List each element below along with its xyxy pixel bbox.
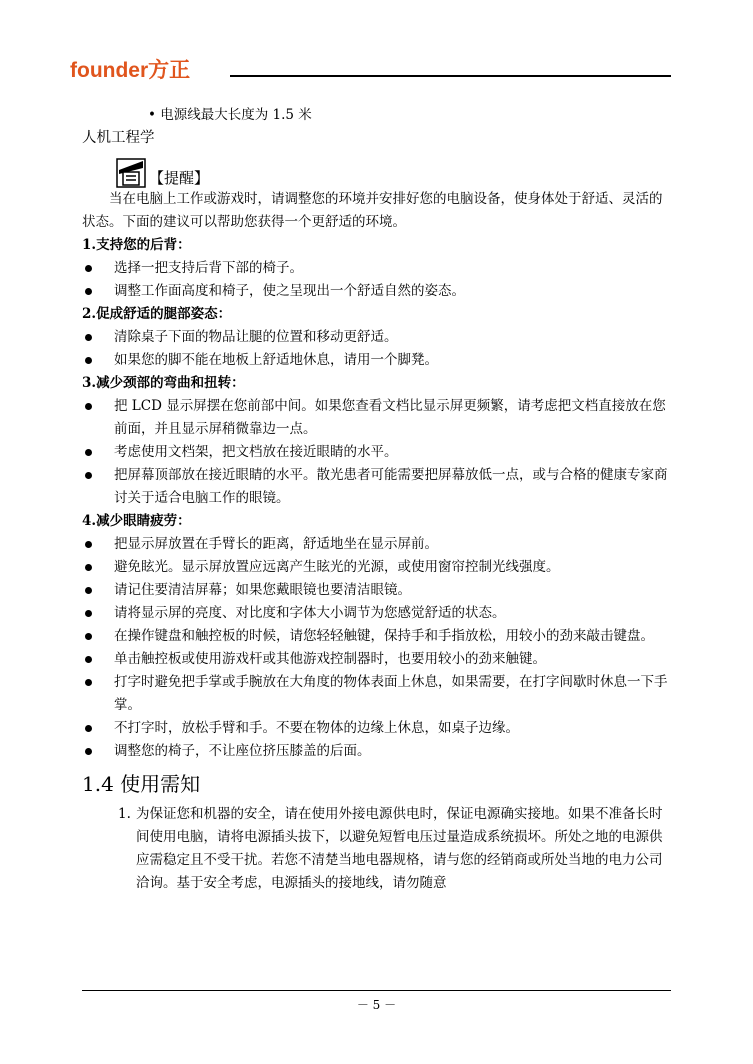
footer-rule [82,990,671,991]
header-rule [230,75,671,77]
document-body [82,104,672,895]
bullet-text: 在操作键盘和触控板的时候，请您轻轻触键，保持手和手指放松，用较小的劲来敲击键盘。 [114,628,654,644]
bullet-icon [82,257,114,280]
bullet-item [82,533,672,556]
bullet-icon [82,740,114,763]
bullet-item [82,648,672,671]
bullet-item [82,349,672,372]
bullet-icon [82,326,114,349]
bullet-text: 单击触控板或使用游戏杆或其他游戏控制器时，也要用较小的劲来触键。 [114,651,546,667]
bullet-item [82,671,672,717]
bullet-text: 考虑使用文档架，把文档放在接近眼睛的水平。 [114,444,398,460]
bullet-item [82,280,672,303]
bullet-icon [82,349,114,372]
usage-note-number: 1. [118,806,131,822]
reminder-intro: 当在电脑上工作或游戏时，请调整您的环境并安排好您的电脑设备，使身体处于舒适、灵活的状态。下面的建议可以帮助您获得一个更舒适的环境。 [82,191,663,230]
bullet-icon [82,464,114,510]
bullet-icon [82,556,114,579]
note-icon [116,158,146,188]
section-title: 人机工程学 [82,130,155,146]
bullet-text: 清除桌子下面的物品让腿的位置和移动更舒适。 [114,329,398,345]
bullet-text: 不打字时，放松手臂和手。不要在物体的边缘上休息，如桌子边缘。 [114,720,519,736]
bullet-item [82,257,672,280]
page-header [70,60,671,82]
usage-note-text: 为保证您和机器的安全，请在使用外接电源供电时，保证电源确实接地。如果不准备长时间使用电脑，请将电源插头拔下，以避免短暂电压过量造成系统损坏。所处之地的电源供应需稳定且不受干扰。若您不清楚当地电器规格，请与您的经销商或所处当地的电力公司洽询。基于安全考虑，电源插头的接地线，请勿随意 [136,806,663,891]
bullet-text: 避免眩光。显示屏放置应远离产生眩光的光源，或使用窗帘控制光线强度。 [114,559,560,575]
usage-note-item [82,803,672,895]
group-heading: 1.支持您的后背： [82,237,191,253]
bullet-item [82,717,672,740]
bullet-item [82,395,672,441]
bullet-text: 把 LCD 显示屏摆在您前部中间。如果您查看文档比显示屏更频繁，请考虑把文档直接放在您前面，并且显示屏稍微靠边一点。 [114,398,666,437]
bullet-item [82,464,672,510]
bullet-icon [82,579,114,602]
bullet-text: 如果您的脚不能在地板上舒适地休息，请用一个脚凳。 [114,352,438,368]
logo-text: founder方正 [70,59,191,82]
group-heading: 2.促成舒适的腿部姿态： [82,306,232,322]
bullet-item [82,556,672,579]
bullet-item [82,579,672,602]
bullet-icon [82,717,114,740]
group-heading: 4.减少眼睛疲劳： [82,513,191,529]
founder-logo [70,60,190,82]
bullet-item [82,740,672,763]
power-cord-bullet: • 电源线最大长度为 1.5 米 [148,107,312,123]
bullet-item [82,326,672,349]
section-heading-1-4: 1.4 使用需知 [82,772,201,796]
bullet-text: 选择一把支持后背下部的椅子。 [114,260,303,276]
group-heading: 3.减少颈部的弯曲和扭转： [82,375,245,391]
bullet-icon [82,648,114,671]
bullet-item [82,625,672,648]
bullet-icon [82,441,114,464]
ergonomics-groups [82,234,672,763]
bullet-text: 打字时避免把手掌或手腕放在大角度的物体表面上休息，如果需要，在打字间歇时休息一下手掌。 [114,674,668,713]
bullet-text: 请将显示屏的亮度、对比度和字体大小调节为您感觉舒适的状态。 [114,605,506,621]
bullet-icon [82,602,114,625]
bullet-text: 把屏幕顶部放在接近眼睛的水平。散光患者可能需要把屏幕放低一点，或与合格的健康专家商讨关于适合电脑工作的眼镜。 [114,467,668,506]
bullet-text: 把显示屏放置在手臂长的距离，舒适地坐在显示屏前。 [114,536,438,552]
bullet-icon [82,533,114,556]
bullet-icon [82,671,114,717]
bullet-icon [82,395,114,441]
bullet-icon [82,280,114,303]
reminder-block [116,152,672,188]
bullet-item [82,602,672,625]
bullet-text: 调整您的椅子，不让座位挤压膝盖的后面。 [114,743,371,759]
bullet-icon [82,625,114,648]
reminder-label: 【提醒】 [149,169,210,187]
bullet-text: 调整工作面高度和椅子，使之呈现出一个舒适自然的姿态。 [114,283,465,299]
page-number: － 5 － [356,998,397,1012]
bullet-item [82,441,672,464]
bullet-text: 请记住要清洁屏幕；如果您戴眼镜也要清洁眼镜。 [114,582,411,598]
